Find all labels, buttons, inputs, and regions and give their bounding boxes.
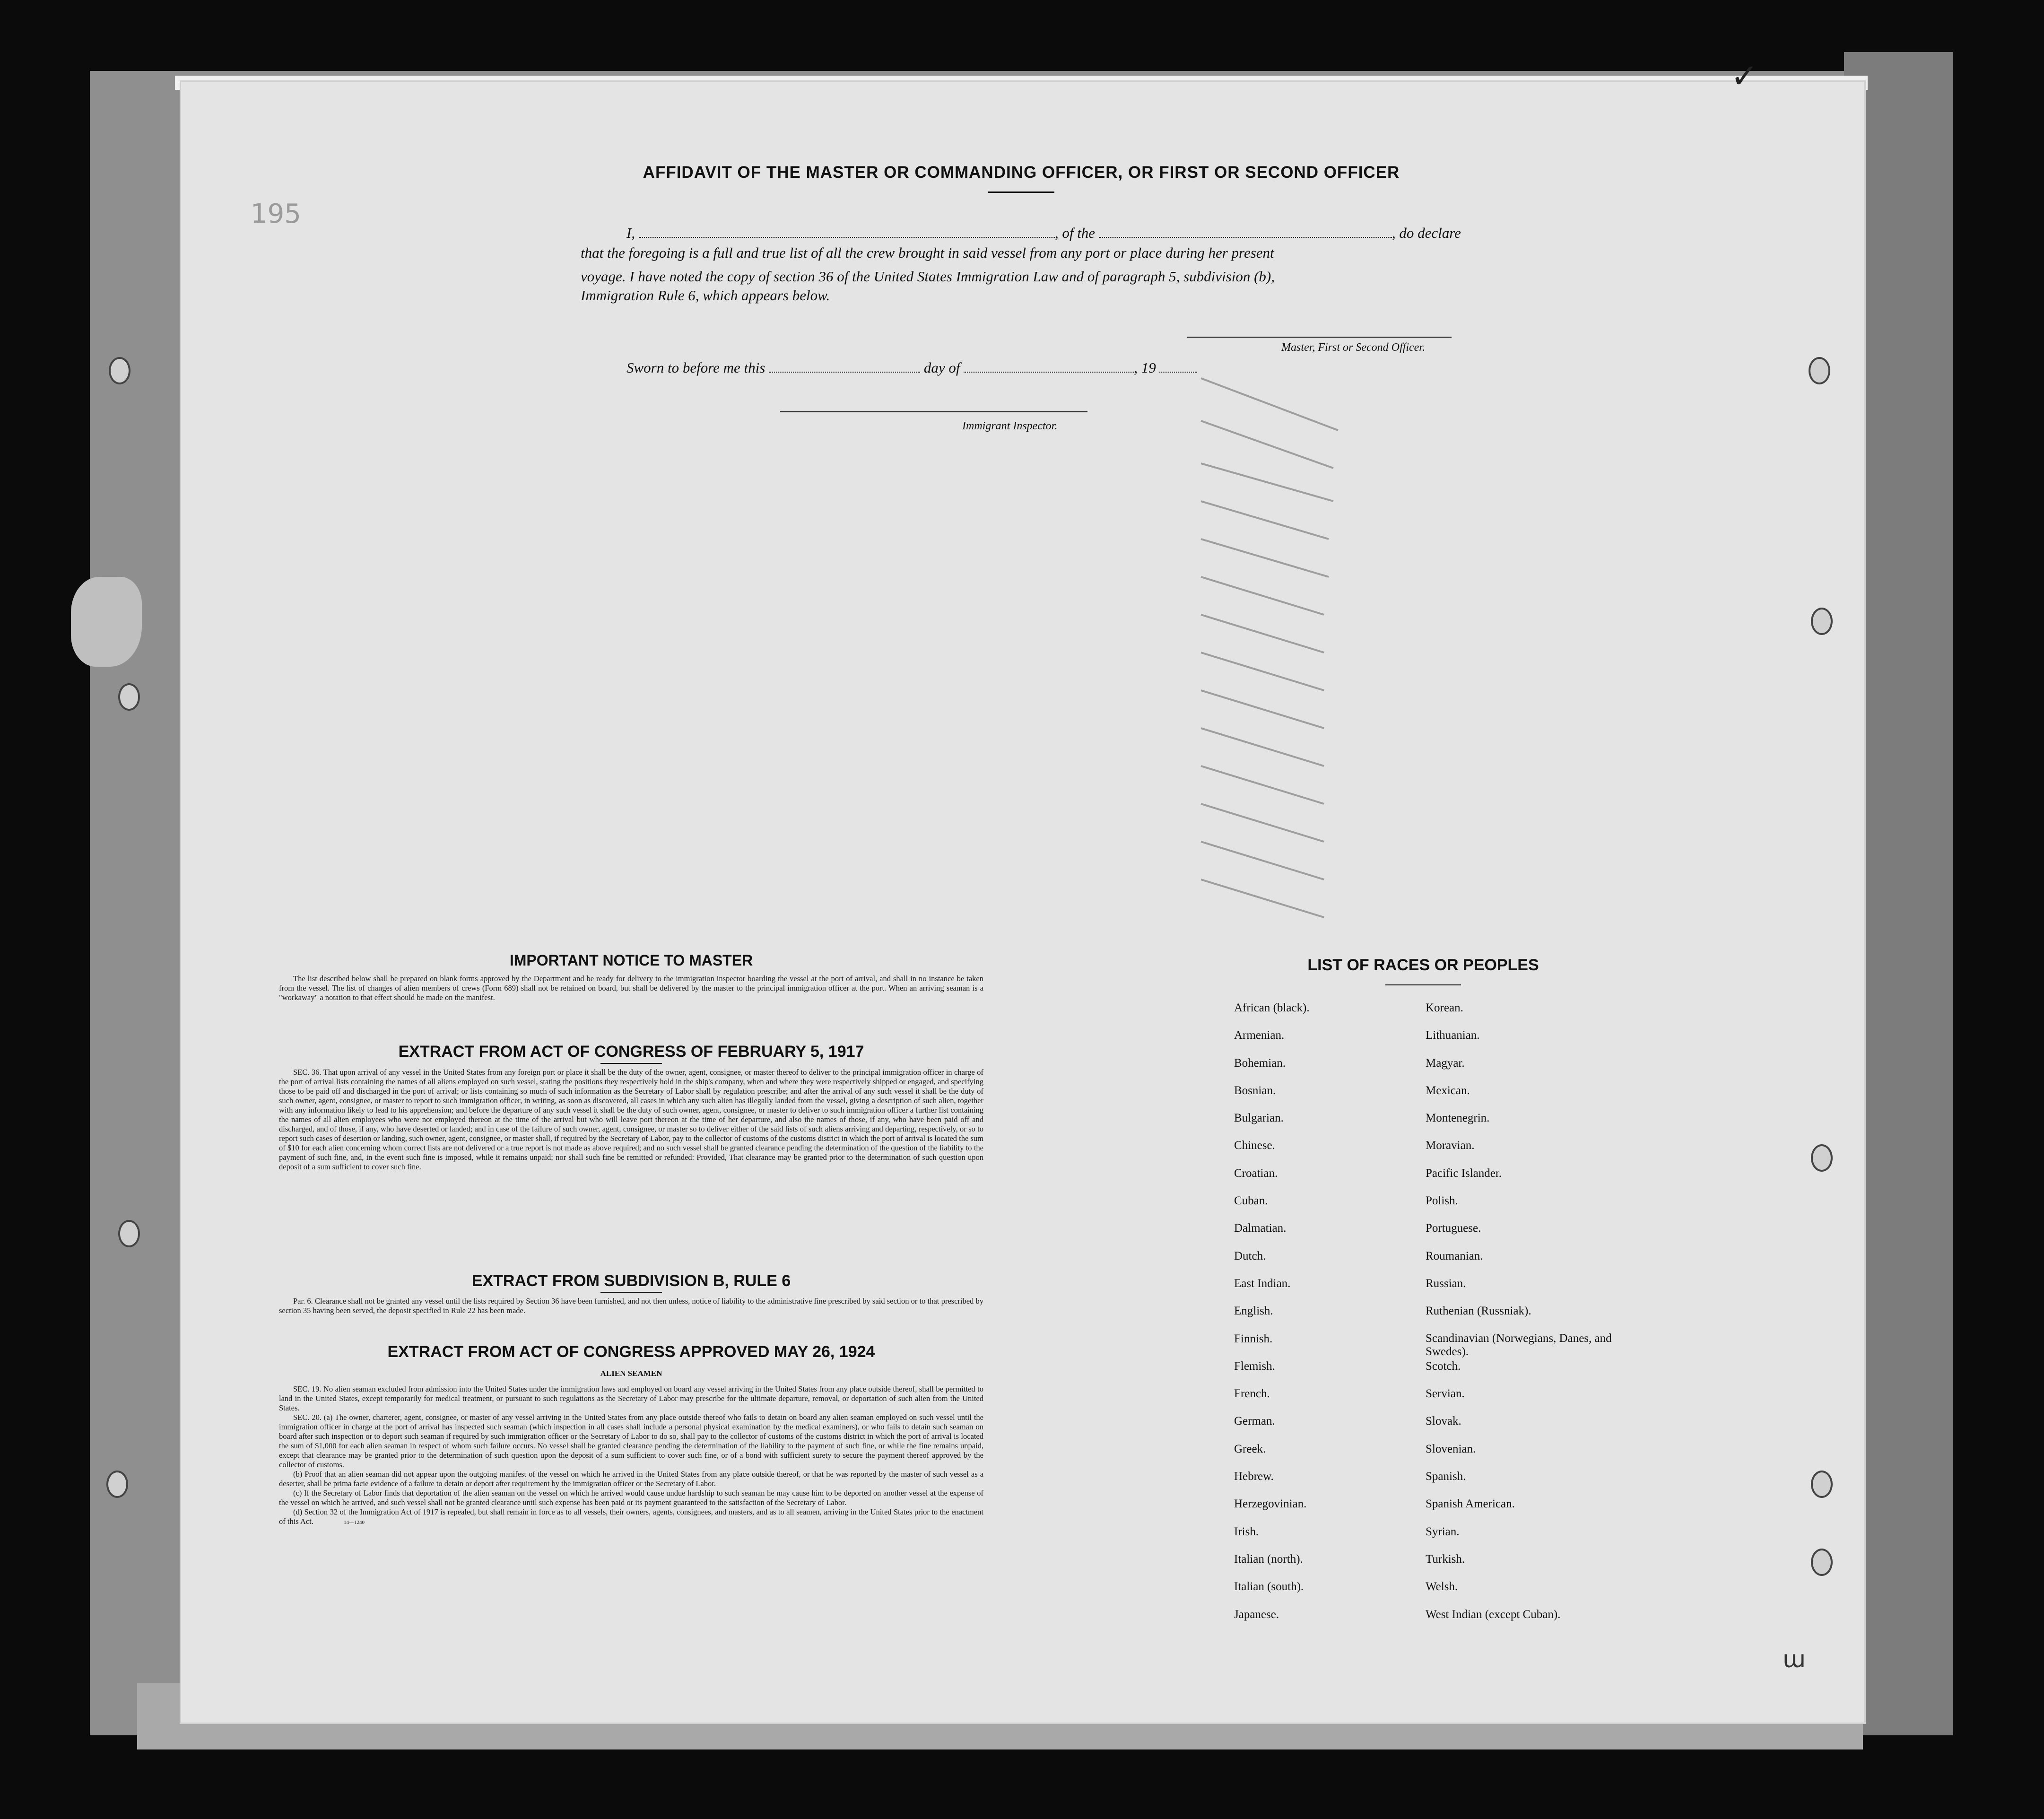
extract-rule6-body [279,1297,983,1315]
sec-20d-paragraph [279,1507,983,1527]
race-item: Turkish. [1426,1552,1465,1566]
binder-hole [109,357,130,384]
race-item: Irish. [1234,1525,1259,1538]
race-item: Bohemian. [1234,1056,1286,1070]
pencil-mark: ✓ [1731,57,1758,96]
race-item: Dutch. [1234,1249,1266,1262]
race-item: Greek. [1234,1442,1266,1455]
binder-hole [106,1471,128,1498]
race-item: Slovak. [1426,1415,1461,1428]
extract-1924-title: EXTRACT FROM ACT OF CONGRESS APPROVED MAY 26, 1924 [387,1343,875,1361]
sec-20b-paragraph: (b) Proof that an alien seaman did not appear upon the outgoing manifest of the vessel on which he arrived in the United States from any place outside thereof, or that he was reported by the master of such vessel as a deserter, shall be prima facie evidence of a failure to detain or deport after requirement by the immigration officer or the Secretary of Labor. [279,1470,983,1488]
sworn-day-of: day of [923,359,960,376]
title-rule [988,191,1054,193]
race-item: Bulgarian. [1234,1112,1284,1125]
form-number: 14—1240 [344,1520,365,1525]
inspector-signature-line[interactable] [780,411,1087,412]
race-item: Flemish. [1234,1359,1275,1373]
officer-name-field[interactable] [639,237,1055,238]
extract-1917-title: EXTRACT FROM ACT OF CONGRESS OF FEBRUARY 5, 1917 [398,1043,864,1061]
race-item: Korean. [1426,1001,1463,1014]
race-item: French. [1234,1387,1270,1401]
races-left-column [1234,1001,1414,1635]
race-item: Scandinavian (Norwegians, Danes, and Swedes). [1426,1332,1612,1358]
race-item: Ruthenian (Russniak). [1426,1305,1531,1318]
race-item: Hebrew. [1234,1470,1274,1483]
race-item: Spanish American. [1426,1497,1515,1511]
race-item: Chinese. [1234,1139,1275,1152]
races-title-rule [1385,984,1461,985]
sworn-year-field[interactable] [1159,372,1197,373]
affidavit-of-the: , of the [1054,225,1096,241]
races-right-column [1426,1001,1629,1635]
race-item: Scotch. [1426,1359,1461,1373]
section-rule [600,1063,662,1064]
sec-19-paragraph: SEC. 19. No alien seaman excluded from admission into the United States under the immigration laws and employed on board any vessel arriving in the United States from any place outside thereof, shall be permitted to land in the United States, except temporarily for medical treatment, or pursuant to such regulations as the Secretary of Labor may prescribe for the ultimate departure, removal, or deportation of such alien from the United States. [279,1384,983,1412]
race-item: Herzegovinian. [1234,1497,1307,1511]
race-item: German. [1234,1415,1275,1428]
race-item: Finnish. [1234,1332,1273,1345]
race-item: Italian (north). [1234,1552,1303,1566]
pencil-initial: ɯ [1783,1645,1806,1673]
race-item: Montenegrin. [1426,1112,1490,1125]
race-item: Welsh. [1426,1580,1458,1593]
notice-body [279,974,983,1002]
master-signature-caption: Master, First or Second Officer. [1281,341,1425,354]
section-36-paragraph: SEC. 36. That upon arrival of any vessel in the United States from any foreign port or place it shall be the duty of the owner, agent, consignee, or master thereof to deliver to the principal immigration officer in charge of the port of arrival lists containing the names of all aliens employed on such vessel, stating the positions they respectively hold in the ship's company, when and where they were respectively shipped or engaged, and specifying those to be paid off and discharged in the port of arrival; or lists containing so much of such information as the Secretary of Labor shall by regulation prescribe; and after the arrival of any such vessel it shall be the duty of such owner, agent, consignee, or master to report to such immigration officer, in writing, as soon as discovered, all cases in which any such alien has illegally landed from the vessel, giving a description of such alien, together with any information likely to lead to his apprehension; and before the departure of any such vessel it shall be the duty of such owner, agent, consignee, or master to deliver to such immigration officer a further list containing the names of all alien employees who were not employed thereon at the time of the arrival but who will leave port thereon at the time of her departure, and also the names of those, if any, who have been paid off and discharged, and of those, if any, who have deserted or landed; and in case of the failure of such owner, agent, consignee, or master so to deliver either of the said lists of such aliens arriving and departing, respectively, or so to report such cases of desertion or landing, such owner, agent, consignee, or master shall, if required by the Secretary of Labor, pay to the collector of customs of the customs district in which the port of arrival is located the sum of $10 for each alien concerning whom correct lists are not delivered or a true report is not made as above required; and no such vessel shall be granted clearance pending the determination of the question of the liability to the payment of such fine, and, in the event such fine is imposed, while it remains unpaid; nor shall such fine be remitted or refunded: Provided, That clearance may be granted prior to the determination of such question upon deposit of a sum sufficient to cover such fine. [279,1068,983,1171]
race-item: Dalmatian. [1234,1222,1287,1235]
affidavit-title: AFFIDAVIT OF THE MASTER OR COMMANDING OFFICER, OR FIRST OR SECOND OFFICER [643,163,1400,182]
affidavit-do-declare: , do declare [1392,225,1461,241]
vessel-name-field[interactable] [1099,237,1392,238]
race-item: Pacific Islander. [1426,1166,1502,1180]
race-item: Roumanian. [1426,1249,1483,1262]
race-item: Moravian. [1426,1139,1475,1152]
sec-20d-text: (d) Section 32 of the Immigration Act of 1917 is repealed, but shall remain in force as to all vessels, their owners, agents, consignees, and masters, and as to all seamen, arriving in the United States prior to the enactment of this Act. [279,1507,983,1526]
race-item: Mexican. [1426,1084,1470,1097]
affidavit-line-2: that the foregoing is a full and true list of all the crew brought in said vessel from any port or place during her present [581,244,1274,261]
race-item: Japanese. [1234,1608,1279,1621]
sworn-line [626,359,1197,376]
extract-1917-body [279,1068,983,1172]
extract-1924-body [279,1384,983,1527]
master-signature-line[interactable] [1187,337,1452,338]
binder-hole [1809,357,1830,384]
race-item: Spanish. [1426,1470,1466,1483]
sec-20c-paragraph: (c) If the Secretary of Labor finds that deportation of the alien seaman on the vessel on which he arrived would cause undue hardship to such seaman he may cause him to be deported on another vessel at the expense of the vessel on which he arrived, and such vessel shall not be granted clearance until such expense has been paid or its payment guaranteed to the satisfaction of the Secretary of Labor. [279,1488,983,1507]
race-item: Portuguese. [1426,1222,1481,1235]
notice-title: IMPORTANT NOTICE TO MASTER [509,952,753,969]
race-item: Armenian. [1234,1029,1285,1042]
sworn-prefix: Sworn to before me this [626,359,765,376]
race-item: Italian (south). [1234,1580,1304,1593]
race-item: Croatian. [1234,1166,1278,1180]
affidavit-declaration-line [626,225,1461,242]
races-title: LIST OF RACES OR PEOPLES [1307,956,1539,974]
race-item: Bosnian. [1234,1084,1276,1097]
rule6-paragraph: Par. 6. Clearance shall not be granted any vessel until the lists required by Section 36 have been furnished, and not then unless, notice of liability to the administrative fine prescribed by said section or to that prescribed by section 35 having been served, the deposit specified in Rule 22 has been made. [279,1297,983,1315]
affidavit-line-3: voyage. I have noted the copy of section 36 of the United States Immigration Law and of paragraph 5, subdivision (b), [581,268,1275,285]
torn-paper [71,577,142,667]
race-item: Polish. [1426,1194,1458,1208]
binder-hole [1811,1549,1833,1576]
page-stamp: 195 [251,199,301,229]
binder-hole [1811,1144,1833,1172]
sworn-day-field[interactable] [769,372,920,373]
race-item: Magyar. [1426,1056,1465,1070]
binder-hole [1811,608,1833,635]
race-item: East Indian. [1234,1277,1291,1290]
race-item: West Indian (except Cuban). [1426,1608,1561,1621]
race-item: Lithuanian. [1426,1029,1480,1042]
race-item: Servian. [1426,1387,1465,1401]
race-item: English. [1234,1305,1273,1318]
binder-hole [1811,1471,1833,1498]
notice-paragraph: The list described below shall be prepared on blank forms approved by the Department and be ready for delivery to the immigration inspector boarding the vessel at the port of arrival, and shall in no instance be taken from the vessel. The list of changes of alien members of crews (Form 689) shall not be retained on board, but shall be delivered by the master to the principal immigration officer at the port. When an arriving seaman is a "workaway" a notation to that effect should be made on the manifest. [279,974,983,1002]
extract-rule6-title: EXTRACT FROM SUBDIVISION B, RULE 6 [471,1272,791,1290]
race-item: African (black). [1234,1001,1310,1014]
affidavit-line-4: Immigration Rule 6, which appears below. [581,287,830,304]
race-item: Slovenian. [1426,1442,1476,1455]
sec-20a-paragraph: SEC. 20. (a) The owner, charterer, agent, consignee, or master of any vessel arriving in the United States from any place outside thereof who fails to detain on board any alien seaman employed on such vessel until the immigration officer in charge at the port of arrival has inspected such seaman (which inspection in all cases shall include a personal physical examination by the medical examiners), or who fails to detain such seaman on board after such inspection or to deport such seaman if required by such immigration officer or the Secretary of Labor to do so, shall pay to the collector of customs of the customs district in which the port of arrival is located the sum of $1,000 for each alien seaman in respect of whom such failure occurs. No vessel shall be granted clearance pending the determination of the liability to the payment of such fine, or while the fine remains unpaid, except that clearance may be granted prior to the determination of such question upon the deposit of a sum sufficient to cover such fine, or of a bond with sufficient surety to secure the payment thereof approved by the collector of customs. [279,1413,983,1469]
binder-hole [118,1220,140,1247]
inspector-caption: Immigrant Inspector. [962,420,1058,432]
sworn-year: , 19 [1134,359,1156,376]
race-item: Russian. [1426,1277,1466,1290]
race-item: Syrian. [1426,1525,1460,1538]
section-rule [600,1292,662,1293]
race-item: Cuban. [1234,1194,1268,1208]
affidavit-i: I, [626,225,635,241]
alien-seamen-subtitle: ALIEN SEAMEN [600,1369,662,1378]
sworn-month-field[interactable] [964,372,1134,373]
binder-hole [118,683,140,711]
